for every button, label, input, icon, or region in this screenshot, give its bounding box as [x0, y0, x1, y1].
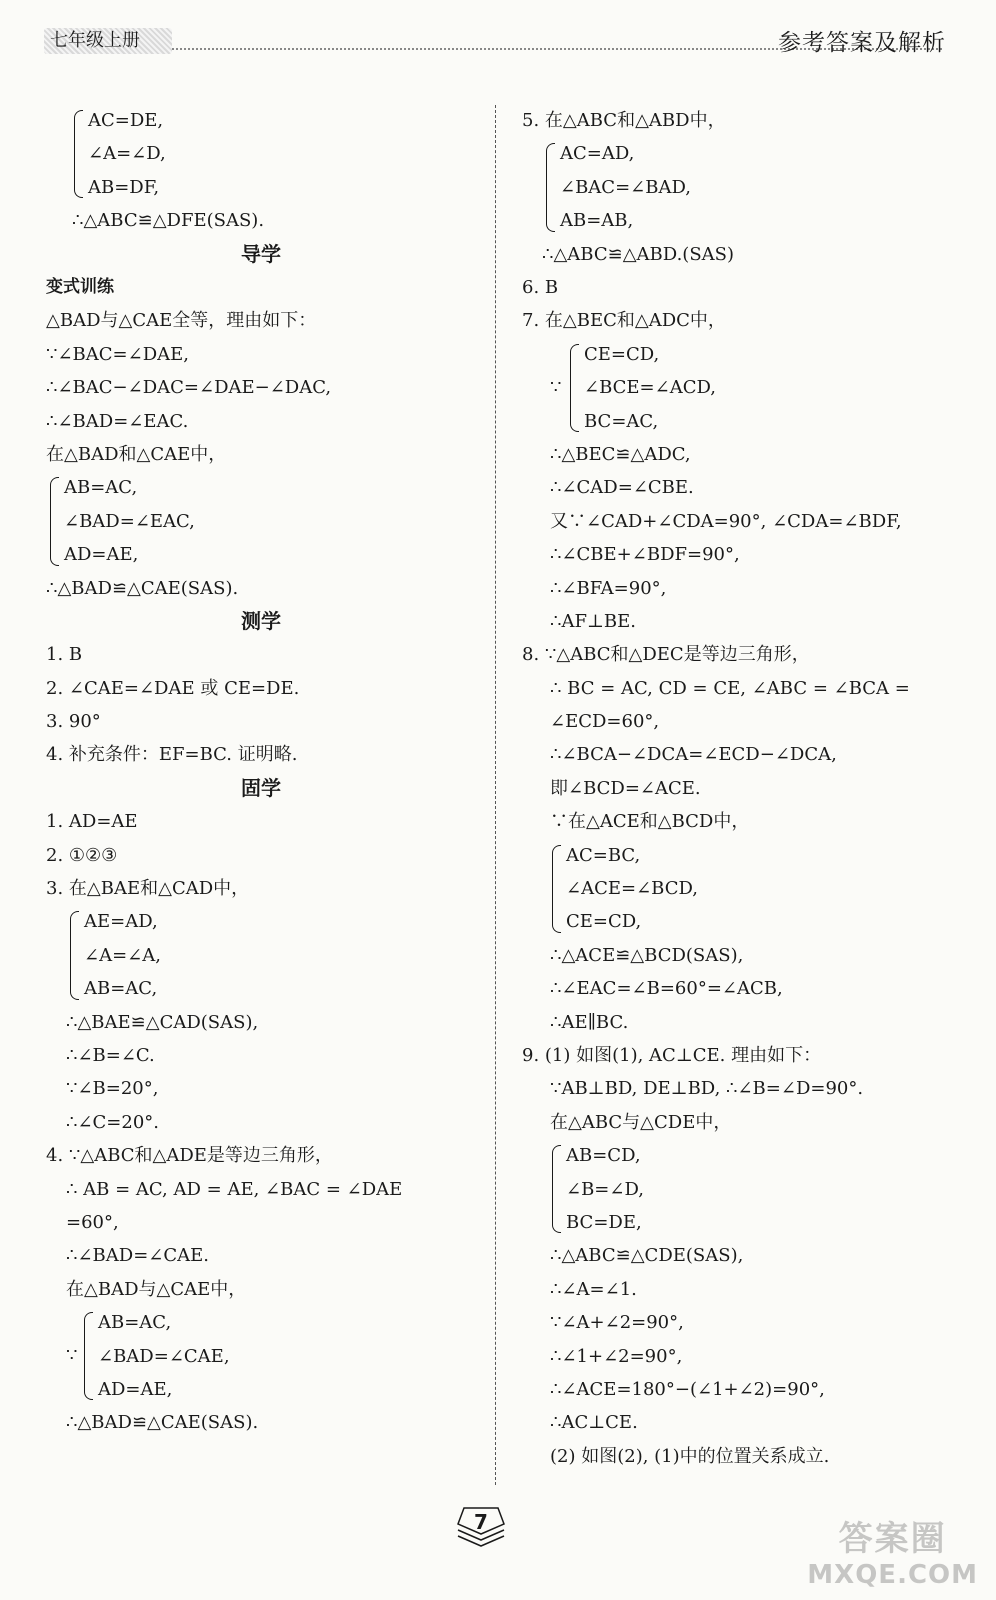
answer-line: ∠ECD=60°,	[550, 711, 660, 733]
because-group	[522, 338, 962, 438]
answer-line: 8. ∵△ABC和△DEC是等边三角形，	[522, 644, 810, 666]
answer-line: AB=DF,	[88, 176, 160, 198]
answer-line: ∴ AB = AC, AD = AE, ∠BAC = ∠DAE	[66, 1178, 403, 1200]
answer-line: 1. B	[46, 644, 83, 666]
answer-line: ∠ACE=∠BCD,	[566, 878, 699, 900]
answer-line: ∴∠A=∠1.	[550, 1278, 637, 1300]
answer-line: 9. (1) 如图(1), AC⊥CE. 理由如下：	[522, 1044, 822, 1066]
answer-line: 3. 在△BAE和△CAD中，	[46, 878, 250, 900]
answer-line: ∴△ABC≌△ABD.(SAS)	[542, 243, 734, 265]
answer-line: 3. 90°	[46, 711, 101, 733]
answer-line: AD=AE,	[64, 544, 139, 566]
column-divider	[495, 105, 496, 1485]
answer-line: ∴△ABC≌△DFE(SAS).	[72, 210, 265, 232]
answer-line: 在△BAD与△CAE中，	[66, 1278, 247, 1300]
answer-line: 1. AD=AE	[46, 811, 138, 833]
answer-line: ∴AF⊥BE.	[550, 610, 636, 632]
page-header-title: 参考答案及解析	[778, 30, 946, 56]
answer-line: 4. ∵△ABC和△ADE是等边三角形，	[46, 1145, 333, 1167]
left-column	[46, 104, 476, 1440]
answer-line: ∴∠BAD=∠EAC.	[46, 410, 189, 432]
answer-line: AB=AC,	[64, 477, 138, 499]
answer-line: ∵∠B=20°,	[66, 1078, 159, 1100]
answer-line: AE=AD,	[84, 911, 158, 933]
answer-line: △BAD与△CAE全等，理由如下：	[46, 310, 317, 332]
answer-line: ∠A=∠A,	[84, 944, 161, 966]
right-column	[522, 104, 962, 1473]
answer-line: ∵AB⊥BD, DE⊥BD, ∴∠B=∠D=90°.	[550, 1078, 864, 1100]
answer-line: ∴∠1+∠2=90°,	[550, 1345, 683, 1367]
answer-line: ∴AE∥BC.	[550, 1011, 629, 1033]
answer-line: AC=BC,	[566, 844, 641, 866]
answer-line: 2. ①②③	[46, 844, 118, 866]
answer-line: ∴∠C=20°.	[66, 1111, 160, 1133]
watermark-url: MXQE.COM	[807, 1560, 978, 1590]
answer-line: 4. 补充条件：EF=BC. 证明略.	[46, 744, 298, 766]
answer-line: CE=CD,	[584, 343, 660, 365]
answer-line: ∵在△ACE和△BCD中，	[550, 811, 750, 833]
answer-line: 6. B	[522, 276, 559, 298]
answer-line: 在△BAD和△CAE中，	[46, 443, 227, 465]
answer-line: 7. 在△BEC和△ADC中，	[522, 310, 726, 332]
answer-line: ∴∠BAD=∠CAE.	[66, 1245, 209, 1267]
answer-line: 5. 在△ABC和△ABD中，	[522, 110, 726, 131]
answer-line: ∵∠A+∠2=90°,	[550, 1312, 684, 1334]
answer-line: ∠BAD=∠EAC,	[64, 510, 195, 532]
answer-line: ∴△BAE≌△CAD(SAS),	[66, 1011, 259, 1033]
subheading-bianshi: 变式训练	[46, 276, 114, 297]
grade-tag: 七年级上册	[44, 28, 172, 54]
answer-line: BC=DE,	[566, 1211, 642, 1233]
answer-line: (2) 如图(2), (1)中的位置关系成立.	[550, 1445, 830, 1467]
condition-brace	[566, 338, 716, 438]
answer-line: AB=AB,	[560, 210, 634, 232]
answer-line: CE=CD,	[566, 911, 642, 933]
answer-line: AC=AD,	[560, 143, 635, 165]
condition-brace	[548, 1139, 962, 1239]
answer-line: ∠B=∠D,	[566, 1178, 644, 1200]
answer-line: ∵∠BAC=∠DAE,	[46, 343, 189, 365]
answer-line: ∠A=∠D,	[88, 143, 166, 165]
answer-line: AC=DE,	[88, 110, 164, 131]
because-group	[46, 1306, 476, 1406]
answer-line: ∴AC⊥CE.	[550, 1412, 638, 1434]
page-number-badge	[454, 1504, 508, 1552]
condition-brace	[548, 839, 962, 939]
condition-brace	[46, 471, 476, 571]
answer-line: AB=CD,	[566, 1145, 641, 1167]
condition-brace	[80, 1306, 230, 1406]
answer-line: ∠BAD=∠CAE,	[98, 1345, 230, 1367]
answer-line: 即∠BCD=∠ACE.	[550, 777, 701, 799]
answer-line: 又∵∠CAD+∠CDA=90°, ∠CDA=∠BDF,	[550, 510, 902, 532]
answer-line: AB=AC,	[98, 1312, 172, 1334]
condition-brace	[66, 905, 476, 1005]
answer-line: ∴∠BCA−∠DCA=∠ECD−∠DCA,	[550, 744, 837, 766]
condition-brace	[70, 104, 476, 204]
answer-line: ∴△BAD≌△CAE(SAS).	[46, 577, 239, 599]
answer-line: ∴∠BFA=90°,	[550, 577, 667, 599]
answer-line: ∴△BEC≌△ADC,	[550, 443, 691, 465]
answer-line: AB=AC,	[84, 978, 158, 1000]
section-heading-guxue: 固学	[241, 775, 281, 800]
answer-line: AD=AE,	[98, 1378, 173, 1400]
answer-line: BC=AC,	[584, 410, 659, 432]
watermark-logo-text: 答案圈	[838, 1519, 947, 1559]
watermark	[807, 1511, 978, 1590]
because-symbol: ∵	[66, 1345, 78, 1367]
answer-line: ∠BCE=∠ACD,	[584, 377, 717, 399]
answer-line: 2. ∠CAE=∠DAE 或 CE=DE.	[46, 677, 300, 699]
answer-line: ∴∠CAD=∠CBE.	[550, 477, 694, 499]
answer-line: ∴∠B=∠C.	[66, 1044, 155, 1066]
answer-line: ∴∠ACE=180°−(∠1+∠2)=90°,	[550, 1378, 825, 1400]
answer-line: ∴△ACE≌△BCD(SAS),	[550, 944, 744, 966]
answer-line: ∠BAC=∠BAD,	[560, 176, 691, 198]
answer-line: =60°,	[66, 1211, 119, 1233]
section-heading-cexue: 测学	[241, 608, 281, 633]
answer-line: ∴△BAD≌△CAE(SAS).	[66, 1412, 259, 1434]
answer-line: ∴∠BAC−∠DAC=∠DAE−∠DAC,	[46, 377, 332, 399]
answer-line: 在△ABC与△CDE中，	[550, 1111, 732, 1133]
answer-line: ∴∠CBE+∠BDF=90°,	[550, 544, 740, 566]
answer-line: ∴ BC = AC, CD = CE, ∠ABC = ∠BCA =	[550, 677, 910, 699]
section-heading-daoxue: 导学	[241, 241, 281, 266]
answer-line: ∴△ABC≌△CDE(SAS),	[550, 1245, 744, 1267]
answer-line: ∴∠EAC=∠B=60°=∠ACB,	[550, 978, 783, 1000]
condition-brace	[542, 137, 962, 237]
because-symbol: ∵	[550, 376, 562, 398]
page-number: 7	[474, 1510, 488, 1534]
